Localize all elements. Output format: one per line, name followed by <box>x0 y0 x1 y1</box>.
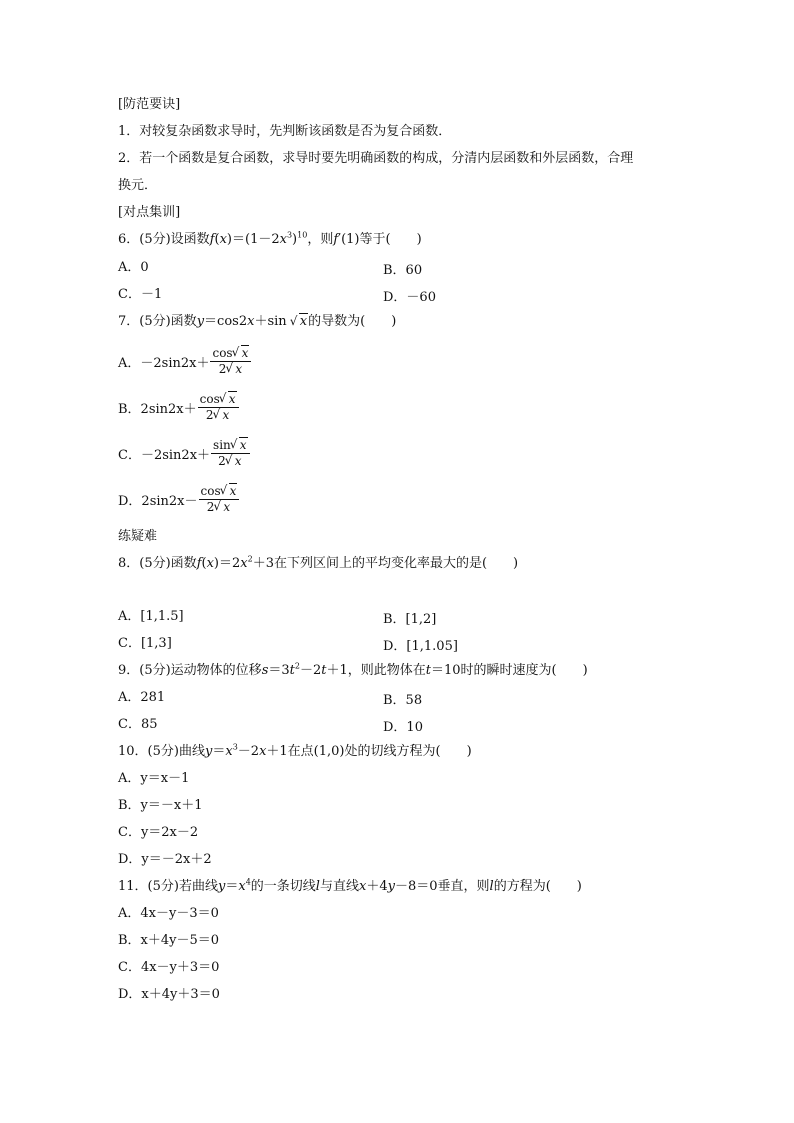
question-8-stem: 8．(5分)函数$f(x)=2x^2+3$在下列区间上的平均变化率最大的是( ) <box>118 554 519 571</box>
fraction: $\frac{\cos√ x}{2√ x}$ <box>199 484 240 515</box>
question-7-option-d: D．2sin2x－ $\frac{\cos√ x}{2√ x}$ <box>118 476 239 522</box>
question-11-option-c: C．4x－y＋3＝0 <box>118 960 220 975</box>
fraction: $\frac{\cos√ x}{2√ x}$ <box>210 346 251 377</box>
question-6-option-a: A．0 <box>118 260 149 275</box>
question-8-option-a: A．[1,1.5] <box>118 609 184 624</box>
question-8-option-b: B．[1,2] <box>383 612 437 627</box>
tip-2-line-2: 换元． <box>118 178 158 193</box>
section-heading-practice: [对点集训] <box>118 205 181 220</box>
section-heading-tips: [防范要诀] <box>118 97 181 112</box>
tip-1: 1．对较复杂函数求导时，先判断该函数是否为复合函数． <box>118 124 452 139</box>
question-6-option-b: B．60 <box>383 263 423 278</box>
question-6-option-c: C．－1 <box>118 287 163 302</box>
question-6-stem: 6．(5分)设函数$f(x)=(1-2x^3)^{10}$，则f′(1)等于( ) <box>118 230 422 247</box>
fraction: $\frac{\sin√ x}{2√ x}$ <box>211 438 250 469</box>
question-8-option-d: D．[1,1.05] <box>383 639 458 654</box>
question-11-option-d: D．x＋4y＋3＝0 <box>118 987 220 1002</box>
question-9-stem: 9．(5分)运动物体的位移$s=3t^2-2t+1$，则此物体在t＝10时的瞬时速度为( ) <box>118 661 588 678</box>
question-7-stem: 7．(5分)函数y＝cos2x＋sin √ x的导数为( ) <box>118 313 396 331</box>
question-9-option-a: A．281 <box>118 690 166 705</box>
question-11-stem: 11．(5分)若曲线$y=x^4$的一条切线l与直线x＋4y－8＝0垂直，则l的方程为( ) <box>118 877 582 894</box>
question-10-option-d: D．y＝－2x＋2 <box>118 852 212 867</box>
section-heading-difficult: 练疑难 <box>118 529 158 544</box>
question-10-option-c: C．y＝2x－2 <box>118 825 199 840</box>
question-9-option-d: D．10 <box>383 720 423 735</box>
question-10-stem: 10．(5分)曲线$y=x^3-2x+1$在点(1,0)处的切线方程为( ) <box>118 742 472 759</box>
question-11-option-a: A．4x－y－3＝0 <box>118 906 219 921</box>
question-11-option-b: B．x＋4y－5＝0 <box>118 933 220 948</box>
fraction: $\frac{\cos√ x}{2√ x}$ <box>198 392 239 423</box>
question-9-option-b: B．58 <box>383 693 423 708</box>
question-10-option-b: B．y＝－x＋1 <box>118 798 203 813</box>
question-8-option-c: C．[1,3] <box>118 636 172 651</box>
question-7-option-a: A．－2sin2x＋ $\frac{\cos√ x}{2√ x}$ <box>118 338 251 384</box>
question-7-option-b: B．2sin2x＋ $\frac{\cos√ x}{2√ x}$ <box>118 384 239 430</box>
tip-2-line-1: 2．若一个函数是复合函数，求导时要先明确函数的构成，分清内层函数和外层函数，合理 <box>118 151 634 166</box>
question-10-option-a: A．y＝x－1 <box>118 771 190 786</box>
question-9-option-c: C．85 <box>118 717 158 732</box>
question-6-option-d: D．－60 <box>383 290 436 305</box>
question-7-option-c: C．－2sin2x＋ $\frac{\sin√ x}{2√ x}$ <box>118 430 250 476</box>
